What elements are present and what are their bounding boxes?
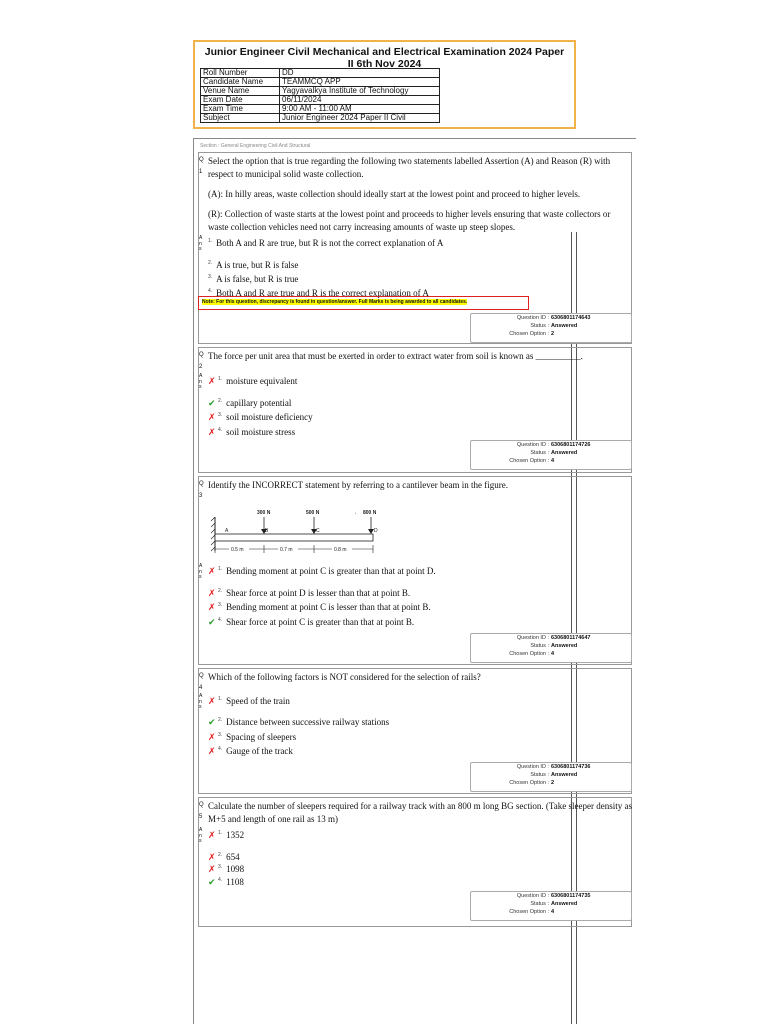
question-text: Identify the INCORRECT statement by referring to a cantilever beam in the figure. bbox=[208, 480, 508, 490]
candidate-info-table bbox=[200, 68, 440, 123]
wrong-mark-icon: ✗ bbox=[208, 567, 216, 577]
question-id-value: 6306801174647 bbox=[551, 635, 591, 641]
option-1: ✗ $^{1.}$ Speed of the train bbox=[208, 696, 290, 707]
info-key: Subject bbox=[201, 114, 280, 123]
wrong-mark-icon: ✗ bbox=[208, 865, 216, 875]
option-2: $^{2.}$ A is true, but R is false bbox=[208, 260, 299, 270]
option-4: ✔ $^{4.}$ 1108 bbox=[208, 877, 244, 888]
discrepancy-note: Note: For this question, discrepancy is found in question/answer. Full Marks is being awarded to all candidates. bbox=[198, 296, 529, 310]
option-1: ✗ $^{1.}$ 1352 bbox=[208, 830, 245, 841]
option-3: ✗ $^{3.}$ soil moisture deficiency bbox=[208, 412, 313, 423]
question-text: Select the option that is true regarding the following two statements labelled Assertion (A) and Reason (R) with respect to municipal solid waste collection. bbox=[208, 156, 611, 179]
question-id-label: Question ID : bbox=[516, 764, 549, 770]
cantilever-beam-figure bbox=[208, 505, 388, 563]
load-label: 300 N bbox=[257, 510, 271, 516]
status-value: Answered bbox=[551, 901, 578, 907]
chosen-option-label: Chosen Option : bbox=[509, 331, 549, 337]
chosen-option-label: Chosen Option : bbox=[509, 458, 549, 464]
info-key: Candidate Name bbox=[201, 78, 280, 87]
answer-status-box bbox=[470, 762, 632, 792]
wrong-mark-icon: ✗ bbox=[208, 428, 216, 438]
option-3: ✗ $^{3.}$ Bending moment at point C is lesser than that at point B. bbox=[208, 602, 431, 613]
answer-status-box bbox=[470, 633, 632, 663]
question-text: The force per unit area that must be exerted in order to extract water from soil is known as __________. bbox=[208, 351, 583, 361]
chosen-option-value: 2 bbox=[551, 331, 555, 337]
answer-label: A n s bbox=[199, 373, 203, 390]
status-label: Status : bbox=[530, 323, 549, 329]
reason-text: (R): Collection of waste starts at the lowest point and proceeds to higher levels ensuring that waste collectors or waste collection vehicles need not carry increasing amounts of waste up steep slopes. bbox=[208, 209, 611, 232]
answer-status-box bbox=[470, 313, 632, 343]
status-label: Status : bbox=[530, 772, 549, 778]
info-value: TEAMMCQ APP bbox=[280, 78, 440, 87]
question-number: Q 3 bbox=[199, 481, 204, 499]
option-4: ✔ $^{4.}$ Shear force at point C is greater than that at point B. bbox=[208, 617, 415, 628]
exam-title: Junior Engineer Civil Mechanical and Electrical Examination 2024 Paper II 6th Nov 2024 bbox=[204, 46, 565, 70]
span-label: 0.7 m bbox=[280, 547, 293, 553]
option-4: ✗ $^{4.}$ soil moisture stress bbox=[208, 427, 296, 438]
info-key: Venue Name bbox=[201, 87, 280, 96]
correct-mark-icon: ✔ bbox=[208, 618, 216, 628]
question-id-value: 6306801174643 bbox=[551, 315, 591, 321]
span-label: 0.5 m bbox=[231, 547, 244, 553]
wrong-mark-icon: ✗ bbox=[208, 747, 216, 757]
answer-label: A n s bbox=[199, 693, 203, 710]
option-4: $^{4.}$ Both A and R are true and R is the correct explanation of A bbox=[208, 288, 429, 298]
info-value: DD bbox=[280, 69, 440, 78]
load-label: 500 N bbox=[306, 510, 320, 516]
answer-label: A n s bbox=[199, 827, 203, 844]
question-id-value: 6306801174736 bbox=[551, 764, 591, 770]
option-3: ✗ $^{3.}$ 1098 bbox=[208, 864, 245, 875]
option-1: ✗ $^{1.}$ Bending moment at point C is greater than that at point D. bbox=[208, 566, 436, 577]
point-label: B bbox=[265, 528, 269, 534]
option-1: ✗ $^{1.}$ moisture equivalent bbox=[208, 376, 298, 387]
wrong-mark-icon: ✗ bbox=[208, 589, 216, 599]
chosen-option-value: 2 bbox=[551, 780, 555, 786]
correct-mark-icon: ✔ bbox=[208, 718, 216, 728]
wrong-mark-icon: ✗ bbox=[208, 831, 216, 841]
assertion-text: (A): In hilly areas, waste collection should ideally start at the lowest point and proceed to higher levels. bbox=[208, 189, 581, 199]
question-text: Which of the following factors is NOT considered for the selection of rails? bbox=[208, 672, 481, 682]
question-text: Calculate the number of sleepers required for a railway track with an 800 m long BG section. (Take sleeper density as M+5 and length of one rail as 13 m) bbox=[208, 801, 632, 824]
answer-status-box bbox=[470, 891, 632, 921]
wrong-mark-icon: ✗ bbox=[208, 697, 216, 707]
correct-mark-icon: ✔ bbox=[208, 878, 216, 888]
svg-text:•: • bbox=[355, 511, 357, 515]
option-2: ✗ $^{2.}$ 654 bbox=[208, 852, 240, 863]
wrong-mark-icon: ✗ bbox=[208, 377, 216, 387]
question-id-label: Question ID : bbox=[516, 315, 549, 321]
exam-header bbox=[193, 40, 576, 129]
wrong-mark-icon: ✗ bbox=[208, 733, 216, 743]
info-key: Exam Date bbox=[201, 96, 280, 105]
option-2: ✔ $^{2.}$ capillary potential bbox=[208, 398, 292, 409]
option-2: ✔ $^{2.}$ Distance between successive railway stations bbox=[208, 717, 390, 728]
status-label: Status : bbox=[530, 643, 549, 649]
answer-label: A n s bbox=[199, 563, 203, 580]
chosen-option-label: Chosen Option : bbox=[509, 780, 549, 786]
load-label: 800 N bbox=[363, 510, 377, 516]
chosen-option-value: 4 bbox=[551, 651, 555, 657]
question-id-label: Question ID : bbox=[516, 442, 549, 448]
info-value: 06/11/2024 bbox=[280, 96, 440, 105]
info-value: 9:00 AM - 11:00 AM bbox=[280, 105, 440, 114]
question-id-value: 6306801174726 bbox=[551, 442, 591, 448]
chosen-option-label: Chosen Option : bbox=[509, 651, 549, 657]
status-value: Answered bbox=[551, 772, 578, 778]
wrong-mark-icon: ✗ bbox=[208, 603, 216, 613]
info-value: Yagyavalkya Institute of Technology bbox=[280, 87, 440, 96]
info-key: Roll Number bbox=[201, 69, 280, 78]
answer-label: A n s bbox=[199, 235, 203, 252]
point-label: A bbox=[225, 528, 229, 534]
option-1: $^{1.}$ Both A and R are true, but R is not the correct explanation of A bbox=[208, 238, 444, 248]
question-number: Q 1 bbox=[199, 157, 204, 175]
question-number: Q 4 bbox=[199, 673, 204, 691]
chosen-option-label: Chosen Option : bbox=[509, 909, 549, 915]
status-label: Status : bbox=[530, 450, 549, 456]
option-3: $^{3.}$ A is false, but R is true bbox=[208, 274, 299, 284]
correct-mark-icon: ✔ bbox=[208, 399, 216, 409]
info-row bbox=[201, 114, 440, 123]
wrong-mark-icon: ✗ bbox=[208, 853, 216, 863]
question-id-label: Question ID : bbox=[516, 893, 549, 899]
status-value: Answered bbox=[551, 450, 578, 456]
question-number: Q 2 bbox=[199, 352, 204, 370]
span-label: 0.8 m bbox=[334, 547, 347, 553]
question-number: Q 5 bbox=[199, 802, 204, 820]
chosen-option-value: 4 bbox=[551, 458, 555, 464]
chosen-option-value: 4 bbox=[551, 909, 555, 915]
status-value: Answered bbox=[551, 643, 578, 649]
status-value: Answered bbox=[551, 323, 578, 329]
info-key: Exam Time bbox=[201, 105, 280, 114]
point-label: C bbox=[316, 528, 320, 534]
option-2: ✗ $^{2.}$ Shear force at point D is lesser than that at point B. bbox=[208, 588, 411, 599]
status-label: Status : bbox=[530, 901, 549, 907]
section-label: Section : General Engineering Civil And Structural bbox=[200, 143, 311, 149]
option-4: ✗ $^{4.}$ Gauge of the track bbox=[208, 746, 293, 757]
option-3: ✗ $^{3.}$ Spacing of sleepers bbox=[208, 732, 297, 743]
question-id-label: Question ID : bbox=[516, 635, 549, 641]
answer-status-box bbox=[470, 440, 632, 470]
info-value: Junior Engineer 2024 Paper II Civil bbox=[280, 114, 440, 123]
wrong-mark-icon: ✗ bbox=[208, 413, 216, 423]
question-id-value: 6306801174735 bbox=[551, 893, 591, 899]
point-label: D bbox=[374, 528, 378, 534]
